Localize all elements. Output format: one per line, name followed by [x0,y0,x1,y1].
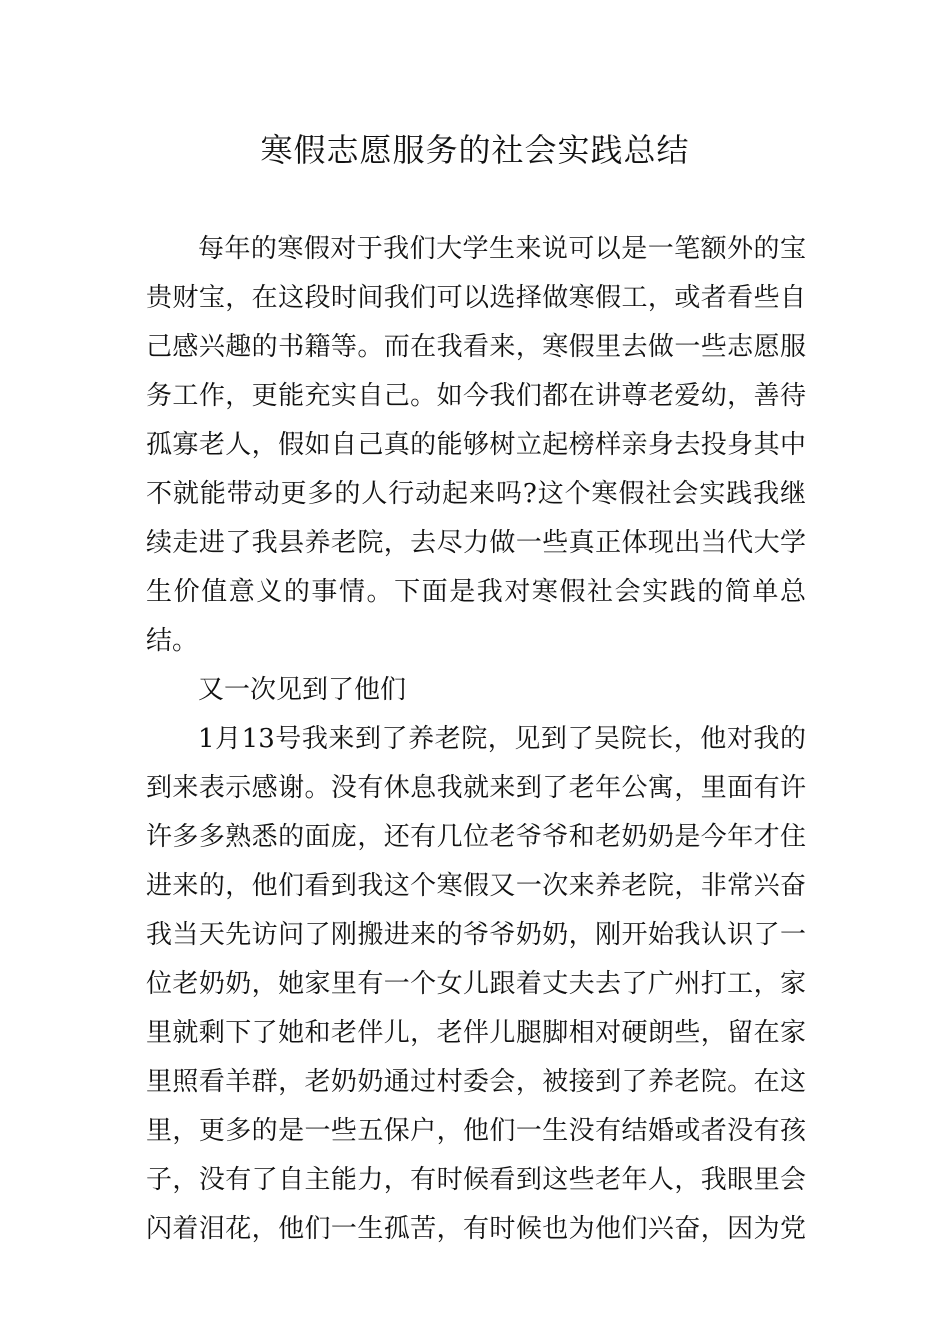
document-title: 寒假志愿服务的社会实践总结 [260,131,690,169]
paragraph-intro: 每年的寒假对于我们大学生来说可以是一笔额外的宝贵财宝，在这段时间我们可以选择做寒假工，或者看些自己感兴趣的书籍等。而在我看来，寒假里去做一些志愿服务工作，更能充实自己。如今我们都在讲尊老爱幼，善待孤寡老人，假如自己真的能够树立起榜样亲身去投身其中不就能带动更多的人行动起来吗?这个寒假社会实践我继续走进了我县养老院，去尽力做一些真正体现出当代大学生价值意义的事情。下面是我对寒假社会实践的简单总结。 [146,234,806,656]
paragraph-visit: 1月13号我来到了养老院，见到了吴院长，他对我的到来表示感谢。没有休息我就来到了老年公寓，里面有许许多多熟悉的面庞，还有几位老爷爷和老奶奶是今年才住进来的，他们看到我这个寒假又一次来养老院，非常兴奋我当天先访问了刚搬进来的爷爷奶奶，刚开始我认识了一位老奶奶，她家里有一个女儿跟着丈夫去了广州打工，家里就剩下了她和老伴儿，老伴儿腿脚相对硬朗些，留在家里照看羊群，老奶奶通过村委会，被接到了养老院。在这里，更多的是一些五保户，他们一生没有结婚或者没有孩子，没有了自主能力，有时候看到这些老年人，我眼里会闪着泪花，他们一生孤苦，有时候也为他们兴奋，因为党 [146,724,806,1244]
section-heading: 又一次见到了他们 [198,675,407,705]
document-body [146,225,806,1254]
